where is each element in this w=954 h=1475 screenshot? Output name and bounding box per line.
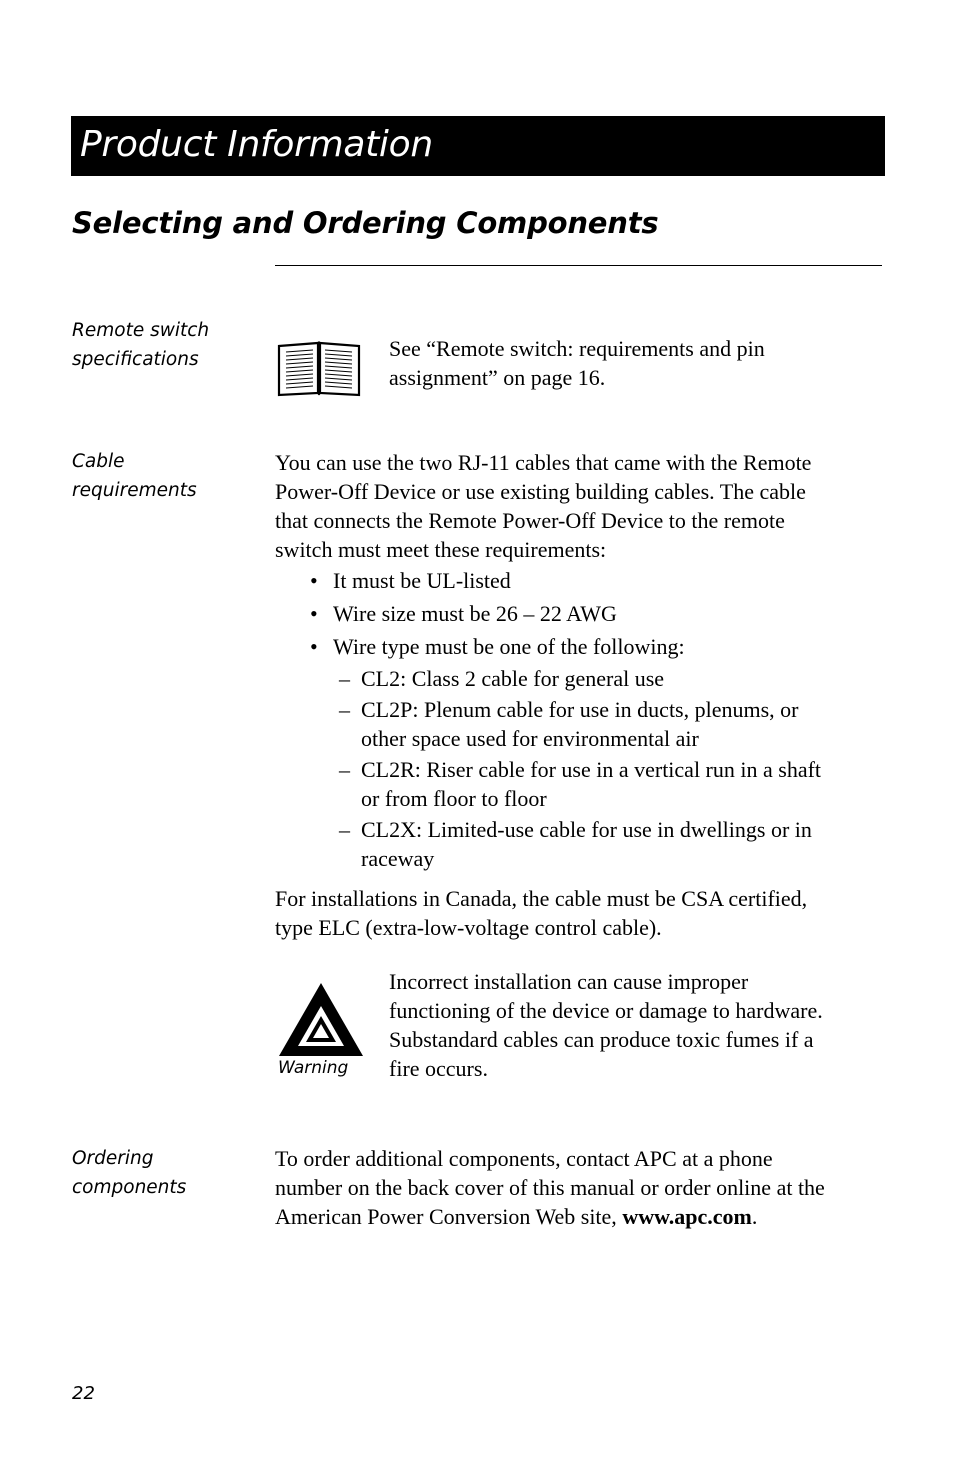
ordering-heading-line1: Ordering [72, 1148, 154, 1169]
cable-intro-line: that connects the Remote Power-Off Device to the remote [275, 508, 785, 533]
wire-type-line: – CL2: Class 2 cable for general use [361, 666, 665, 691]
cable-requirements-heading [72, 447, 262, 505]
cable-intro-line: You can use the two RJ-11 cables that came with the Remote [275, 450, 812, 475]
warning-line: Incorrect installation can cause improper [389, 969, 749, 994]
cable-heading-line2: requirements [72, 480, 197, 501]
cable-intro-paragraph [275, 448, 885, 564]
ordering-line: To order additional components, contact APC at a phone [275, 1146, 773, 1171]
wire-type-item [339, 695, 884, 753]
warning-text [389, 967, 884, 1083]
remote-switch-note [389, 334, 884, 392]
bullet-item: • It must be UL-listed [310, 566, 880, 595]
remote-switch-heading-line1: Remote switch [72, 320, 210, 341]
wire-type-line: raceway [361, 846, 435, 871]
chapter-header-bar [71, 116, 885, 176]
wire-type-item [339, 755, 884, 813]
cable-intro-line: switch must meet these requirements: [275, 537, 607, 562]
chapter-title: Product Information [80, 124, 433, 165]
warning-line: Substandard cables can produce toxic fumes if a [389, 1027, 814, 1052]
book-icon [276, 340, 362, 398]
bullet-item: • Wire type must be one of the following: [310, 632, 880, 661]
canada-line: type ELC (extra-low-voltage control cable). [275, 915, 662, 940]
warning-label: Warning [278, 1058, 349, 1078]
ordering-heading-line2: components [72, 1177, 187, 1198]
bullet-item: • Wire size must be 26 – 22 AWG [310, 599, 880, 628]
remote-switch-heading [72, 316, 262, 374]
ordering-heading [72, 1144, 262, 1202]
wire-type-line: – CL2X: Limited-use cable for use in dwellings or in [361, 817, 812, 842]
warning-triangle-icon [276, 980, 366, 1060]
warning-line: fire occurs. [389, 1056, 488, 1081]
ordering-line [275, 1202, 885, 1231]
wire-type-line: other space used for environmental air [361, 726, 699, 751]
page-number: 22 [72, 1383, 95, 1404]
ordering-line-suffix: . [751, 1204, 758, 1229]
remote-switch-note-line2: assignment” on page 16. [389, 365, 606, 390]
canada-line: For installations in Canada, the cable must be CSA certified, [275, 886, 808, 911]
apc-website-link[interactable]: www.apc.com [622, 1204, 752, 1229]
remote-switch-note-line1: See “Remote switch: requirements and pin [389, 336, 765, 361]
section-divider [275, 265, 882, 266]
section-title: Selecting and Ordering Components [72, 206, 659, 240]
warning-line: functioning of the device or damage to hardware. [389, 998, 823, 1023]
canada-paragraph [275, 884, 885, 942]
ordering-paragraph [275, 1144, 885, 1231]
cable-heading-line1: Cable [72, 451, 125, 472]
remote-switch-heading-line2: specifications [72, 349, 199, 370]
wire-type-item [339, 664, 884, 693]
ordering-line-text: American Power Conversion Web site, [275, 1204, 623, 1229]
ordering-line: number on the back cover of this manual or order online at the [275, 1175, 825, 1200]
requirements-bullet-list [310, 566, 880, 665]
wire-type-line: – CL2R: Riser cable for use in a vertical run in a shaft [361, 757, 822, 782]
wire-type-line: – CL2P: Plenum cable for use in ducts, plenums, or [361, 697, 799, 722]
wire-type-item [339, 815, 884, 873]
cable-intro-line: Power-Off Device or use existing building cables. The cable [275, 479, 806, 504]
wire-type-list [339, 664, 884, 875]
wire-type-line: or from floor to floor [361, 786, 547, 811]
